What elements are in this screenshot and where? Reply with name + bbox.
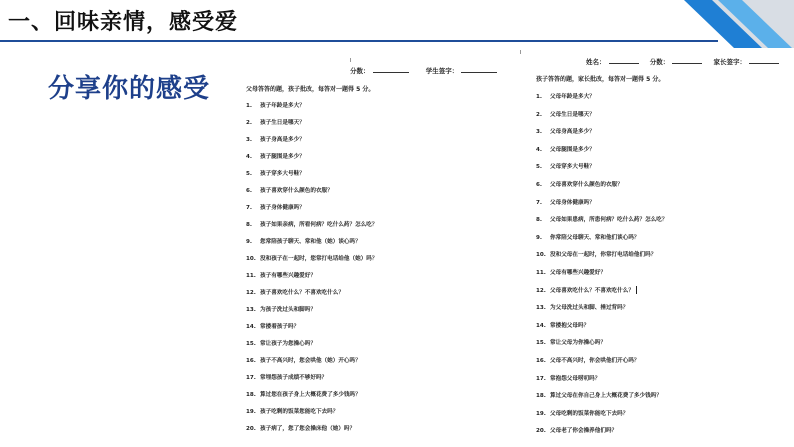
question-text: 父母身高是多少？ — [550, 129, 595, 136]
question-number: 4. — [246, 154, 253, 160]
question-item — [246, 186, 333, 194]
question-item — [246, 203, 305, 211]
parent-sign-blank — [749, 57, 779, 64]
question-item — [536, 92, 595, 100]
question-text: 父母年龄是多大？ — [550, 94, 595, 100]
question-text: 孩子腿围是多少？ — [260, 154, 305, 160]
score-label: 分数： — [350, 67, 370, 75]
question-item — [536, 426, 617, 434]
question-item — [536, 162, 595, 170]
question-number: 8. — [536, 217, 543, 224]
question-item — [246, 237, 361, 245]
question-number: 11. — [536, 270, 546, 276]
question-item — [246, 152, 305, 160]
question-item — [536, 338, 606, 346]
question-number: 10. — [246, 256, 256, 262]
question-number: 20. — [536, 428, 546, 435]
question-item — [536, 250, 656, 258]
parent-questionnaire-sheet — [238, 58, 518, 442]
question-item — [536, 321, 589, 329]
question-text: 父母身体健康吗？ — [550, 199, 595, 206]
question-text: 孩子如果亲病，所看何病？吃什么药？怎么吃？ — [260, 222, 378, 228]
question-item — [246, 305, 316, 313]
question-item — [246, 373, 327, 381]
question-number: 13. — [246, 307, 256, 313]
question-text: 常抱怨父母唠叨吗？ — [550, 375, 601, 382]
question-item — [536, 391, 662, 399]
question-item — [246, 254, 377, 262]
question-item — [536, 180, 623, 188]
question-number: 15. — [246, 341, 256, 347]
question-item — [536, 233, 640, 241]
page-mark — [520, 50, 521, 54]
question-text: 父母穿多大号鞋？ — [550, 164, 595, 171]
question-text: 常搂抱父母吗？ — [550, 322, 590, 329]
question-item — [246, 390, 361, 398]
name-blank — [609, 57, 639, 64]
question-text: 您常陪孩子聊天、常和他（她）谈心吗？ — [260, 239, 361, 245]
page-subtitle: 分享你的感受 — [48, 74, 211, 104]
question-text: 父母吃剩的饭菜你能吃下去吗？ — [550, 410, 629, 417]
question-number: 12. — [246, 290, 256, 296]
question-number: 7. — [536, 199, 543, 206]
question-number: 12. — [536, 287, 546, 294]
question-item — [246, 135, 305, 143]
corner-decoration-icon — [684, 0, 794, 48]
question-text: 孩子喜欢穿什么颜色的衣服？ — [260, 188, 333, 194]
question-text: 常搂着孩子吗？ — [260, 324, 300, 330]
question-item — [536, 145, 595, 153]
question-item — [536, 198, 595, 206]
question-item — [246, 424, 355, 432]
page-mark — [350, 58, 351, 62]
question-number: 4. — [536, 146, 543, 153]
question-text: 为父母洗过头和脚、捶过背吗？ — [550, 305, 629, 312]
question-item — [246, 220, 377, 228]
question-item — [246, 322, 299, 330]
sheet-intro: 父母答答的题，孩子批改，每答对一题得 5 分。 — [246, 86, 375, 93]
question-number: 14. — [536, 322, 546, 329]
question-item — [246, 356, 361, 364]
question-item — [536, 268, 606, 276]
score-blank — [672, 57, 702, 64]
question-number: 16. — [246, 358, 256, 364]
question-text: 父母生日是哪天？ — [550, 111, 595, 118]
score-blank — [373, 66, 409, 73]
question-text: 父母老了你会操养他们吗？ — [550, 428, 618, 435]
question-text: 父母喜欢吃什么？不喜欢吃什么？ — [550, 287, 634, 294]
question-number: 10. — [536, 252, 546, 259]
question-number: 8. — [246, 222, 253, 228]
question-text: 孩子有哪些兴趣爱好？ — [260, 273, 316, 279]
question-item — [536, 356, 640, 364]
question-text: 孩子身高是多少？ — [260, 137, 305, 143]
question-text: 没和孩子在一起时，您常打电话给他（她）吗？ — [260, 256, 378, 262]
question-number: 19. — [246, 409, 256, 415]
question-text: 为孩子洗过头和脚吗？ — [260, 307, 316, 313]
name-label: 姓名： — [586, 58, 606, 66]
question-number: 1. — [246, 103, 253, 109]
question-item — [536, 374, 600, 382]
question-number: 9. — [246, 239, 253, 245]
child-questionnaire-sheet — [528, 50, 790, 442]
student-sign-label: 学生签字： — [425, 67, 459, 75]
question-text: 孩子不高兴时，您会哄他（她）开心吗？ — [260, 358, 361, 364]
question-item — [536, 303, 628, 311]
question-number: 18. — [246, 392, 256, 398]
section-title: 一、回味亲情，感受爱 — [8, 10, 239, 35]
question-number: 7. — [246, 205, 253, 211]
question-text: 孩子年龄是多大？ — [260, 103, 305, 109]
question-number: 6. — [536, 182, 543, 188]
question-text: 常让孩子为您操心吗？ — [260, 341, 316, 347]
question-text: 你常陪父母聊天、常和他们谈心吗？ — [550, 234, 640, 241]
question-item — [246, 271, 316, 279]
question-text: 算过父母在你自己身上大概花费了多少钱吗？ — [550, 393, 662, 400]
question-item — [536, 286, 637, 295]
question-number: 2. — [536, 111, 543, 118]
parent-sign-label: 家长签字： — [713, 58, 747, 66]
question-number: 16. — [536, 358, 546, 364]
student-sign-blank — [461, 66, 497, 73]
text-cursor — [636, 286, 637, 294]
question-number: 20. — [246, 426, 256, 432]
question-number: 19. — [536, 410, 546, 417]
question-item — [246, 407, 338, 415]
question-text: 父母不高兴时，你会哄他们开心吗？ — [550, 358, 640, 364]
question-text: 孩子吃剩的饭菜您能吃下去吗？ — [260, 409, 339, 415]
question-number: 3. — [536, 129, 543, 136]
question-number: 17. — [536, 375, 546, 382]
question-text: 孩子身体健康吗？ — [260, 205, 305, 211]
question-number: 9. — [536, 234, 543, 241]
question-text: 孩子病了，您了您会操床他（她）吗？ — [260, 426, 356, 432]
sheet-header-line — [350, 66, 500, 75]
question-text: 孩子生日是哪天？ — [260, 120, 305, 126]
question-number: 6. — [246, 188, 253, 194]
question-text: 常埋怨孩子成绩不够好吗？ — [260, 375, 328, 381]
sheet-header-line — [586, 57, 782, 66]
question-number: 17. — [246, 375, 256, 381]
question-item — [536, 110, 595, 118]
question-item — [246, 339, 316, 347]
question-number: 5. — [246, 171, 253, 177]
question-item — [246, 118, 305, 126]
question-number: 2. — [246, 120, 253, 126]
question-number: 1. — [536, 94, 543, 100]
question-text: 常让父母为你操心吗？ — [550, 340, 606, 347]
question-item — [246, 288, 344, 296]
question-text: 父母喜欢穿什么颜色的衣服？ — [550, 182, 623, 188]
question-item — [536, 409, 628, 417]
question-item — [246, 101, 305, 109]
question-number: 15. — [536, 340, 546, 347]
header-divider — [0, 40, 718, 42]
score-label: 分数： — [649, 58, 670, 66]
question-text: 没和父母在一起时，你常打电话给他们吗？ — [550, 252, 657, 259]
question-number: 5. — [536, 164, 543, 171]
question-item — [536, 215, 667, 223]
question-number: 13. — [536, 305, 546, 312]
question-text: 父母有哪些兴趣爱好？ — [550, 270, 606, 276]
question-number: 18. — [536, 393, 546, 400]
question-number: 11. — [246, 273, 256, 279]
question-text: 孩子喜欢吃什么？不喜欢吃什么？ — [260, 290, 344, 296]
question-text: 孩子穿多大号鞋？ — [260, 171, 305, 177]
question-item — [246, 169, 305, 177]
question-text: 父母如果患病，所患何病？吃什么药？怎么吃？ — [550, 217, 668, 224]
question-text: 父母腿围是多少？ — [550, 146, 595, 153]
sheet-intro: 孩子答答的题，家长批改，每答对一题得 5 分。 — [536, 76, 665, 83]
question-text: 算过您在孩子身上大概花费了多少钱吗？ — [260, 392, 361, 398]
question-number: 3. — [246, 137, 253, 143]
question-item — [536, 127, 595, 135]
question-number: 14. — [246, 324, 256, 330]
